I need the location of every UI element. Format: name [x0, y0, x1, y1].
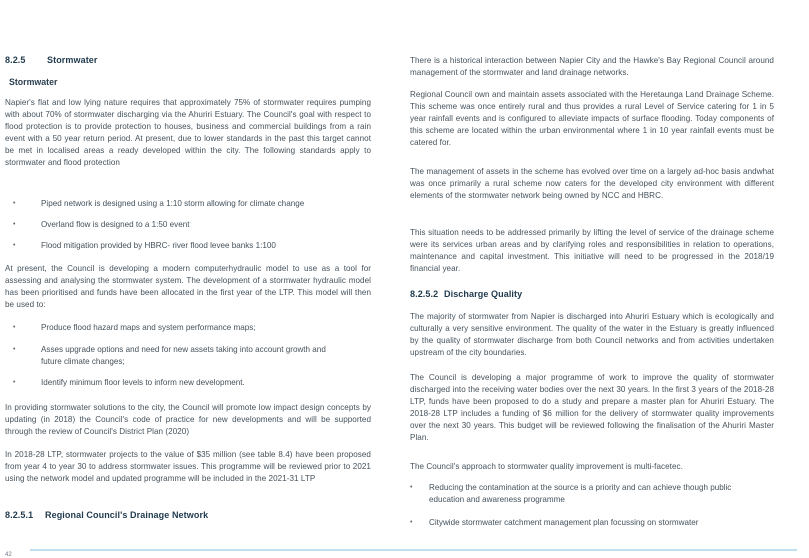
paragraph: In 2018-28 LTP, stormwater projects to the value of $35 million (see table 8.4) have been proposed from year 4 to year 30 to address stormwater issues. This programme will be reviewed prior to 2021 using the network model and updated programme will be included in the 2021-31 LTP	[5, 450, 371, 483]
paragraph: In providing stormwater solutions to the city, the Council will promote low impact design concepts by updating (in 2018) the Council's code of practice for new developments and will be supported through the review of Council's District Plan (2020)	[5, 403, 371, 436]
bullet-icon: •	[13, 200, 16, 207]
list-item-text: Citywide stormwater catchment management plan focussing on stormwater	[429, 518, 699, 527]
paragraph: This situation needs to be addressed primarily by lifting the level of service of the drainage scheme were its services urban areas and by clarifying roles and responsibilities in relation to operations, maintenance and capital investment. This initiative will need to be progressed in the 2018/19 financial year.	[410, 228, 774, 273]
paragraph: The Council's approach to stormwater quality improvement is multi-facetec.	[410, 462, 683, 471]
paragraph: Regional Council own and maintain assets associated with the Heretaunga Land Drainage Scheme. This scheme was once entirely rural and thus provides a rural Level of Service catering for 1 in 5 year rainfall events and is configured to alleviate impacts of surface flooding. Today components of this scheme are located within the urban environmental where 1 in 10 year rainfall events must be catered for.	[410, 90, 774, 147]
section-title: Stormwater	[47, 55, 98, 65]
list-item-text: Piped network is designed using a 1:10 storm allowing for climate change	[41, 199, 305, 208]
subsection-heading	[5, 510, 208, 520]
bullet-icon: •	[410, 484, 413, 491]
list-item-text: Identify minimum floor levels to inform new development.	[41, 378, 245, 387]
bullet-icon: •	[13, 379, 16, 386]
subsection-number: 8.2.5.1	[5, 510, 34, 520]
section-number: 8.2.5	[5, 55, 26, 65]
paragraph: The Council is developing a major programme of work to improve the quality of stormwater discharged into the receiving water bodies over the next 30 years. In the first 3 years of the 2018-28 LTP, funds have been proposed to do a study and prepare a master plan for Ahuriri Estuary. The 2018-28 LTP includes a funding of $6 million for the delivery of stormwater quality improvements over the next 30 years. This budget will be reviewed following the finalisation of the Ahuriri Master Plan.	[410, 373, 774, 442]
subsection-title: Discharge Quality	[444, 289, 523, 299]
paragraph: The management of assets in the scheme has evolved over time on a largely ad-hoc basis andwhat was once primarily a rural scheme now caters for the developed city environment with different elements of the stormwater network being owned by NCC and HBRC.	[410, 167, 774, 200]
list-item-text: Overland flow is designed to a 1:50 event	[41, 220, 190, 229]
list-item-text: Reducing the contamination at the source is a priority and can achieve though public education and awareness programme	[429, 483, 732, 504]
section-heading	[5, 55, 98, 65]
subsection-heading	[410, 289, 522, 299]
list-item-text: Flood mitigation provided by HBRC- river flood levee banks 1:100	[41, 241, 276, 250]
bullet-icon: •	[13, 242, 16, 249]
bullet-icon: •	[13, 346, 16, 353]
paragraph: There is a historical interaction between Napier City and the Hawke's Bay Regional Council around management of the stormwater and land drainage networks.	[410, 56, 774, 77]
bullet-icon: •	[13, 221, 16, 228]
paragraph: The majority of stormwater from Napier is discharged into Ahuriri Estuary which is ecologically and culturally a very sensitive environment. The quality of the water in the Estuary is greatly influenced by the quality of stormwater discharge from both Council networks and from activities undertaken upstream of the city boundaries.	[410, 312, 774, 357]
paragraph: Napier's flat and low lying nature requires that approximately 75% of stormwater requires pumping with about 70% of stormwater discharging via the Ahuriri Estuary. The Council's goal with respect to flood protection is to provide protection to houses, business and commercial buildings from a rain event with a 50 year return period. At present, due to lower standards in the past this target cannot be met in localised areas a ready developed within the city. The following standards apply to stormwater and flood protection	[5, 98, 371, 167]
subsection-title: Regional Council's Drainage Network	[45, 510, 209, 520]
paragraph: At present, the Council is developing a modern computerhydraulic model to use as a tool for assessing and analysing the stormwater system. The development of a stormwater hydraulic model has been prioritised and funds have been allocated in the first year of the LTP. This model will then be used to:	[5, 264, 371, 309]
page-number: 42	[5, 552, 12, 558]
bullet-icon: •	[410, 519, 413, 526]
subheading: Stormwater	[9, 77, 58, 87]
subsection-number: 8.2.5.2	[410, 289, 439, 299]
footer-divider	[30, 549, 797, 551]
list-item-text: Produce flood hazard maps and system performance maps;	[41, 323, 256, 332]
bullet-icon: •	[13, 324, 16, 331]
list-item-text: Asses upgrade options and need for new assets taking into account growth and future climate changes;	[41, 345, 326, 366]
